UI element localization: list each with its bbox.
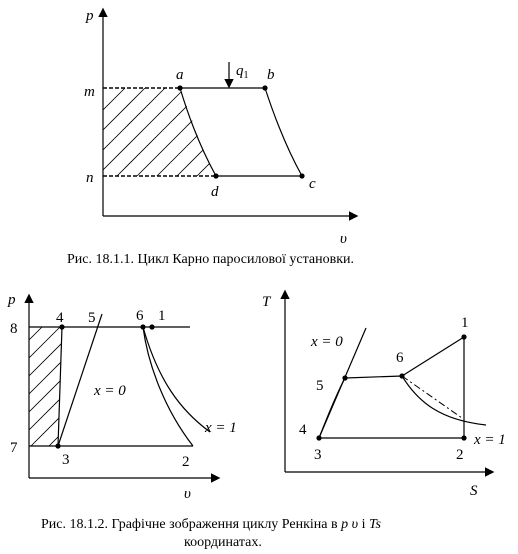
ts-boundary-x1 xyxy=(402,376,486,425)
carnot-pv-diagram xyxy=(84,8,356,247)
ts-point-3 xyxy=(316,435,321,440)
ts-label-3: 3 xyxy=(314,447,322,463)
label-a: a xyxy=(176,67,184,83)
point-c xyxy=(299,173,304,178)
ts-superheat-6-1 xyxy=(402,337,464,376)
pv-label-3: 3 xyxy=(62,452,70,468)
boundary-x1 xyxy=(143,327,210,432)
caption-figure-2: Рис. 18.1.2. Графічне зображення циклу Ренкіна в p υ і Ts xyxy=(41,517,381,532)
label-c: c xyxy=(309,176,316,192)
point-b xyxy=(262,85,267,90)
pv-label-8: 8 xyxy=(10,321,18,337)
rankine-pv-diagram xyxy=(7,292,237,502)
ts-label-x0: x = 0 xyxy=(311,334,343,350)
s-axis-label: S xyxy=(470,483,478,499)
pv-label-4: 4 xyxy=(56,310,64,326)
ts-label-2: 2 xyxy=(456,447,464,463)
heat-label: $q_1$ xyxy=(236,63,249,81)
pv-label-x1: x = 1 xyxy=(205,420,237,436)
pv-label-6: 6 xyxy=(136,308,144,324)
ts-point-6 xyxy=(399,373,404,378)
ts-point-5 xyxy=(342,375,347,380)
ts-label-4: 4 xyxy=(299,422,307,438)
curve-da xyxy=(180,88,216,176)
pv-label-5: 5 xyxy=(88,310,96,326)
ts-dashdot-line xyxy=(402,376,462,418)
label-n: n xyxy=(86,170,94,186)
pv-point-1 xyxy=(149,324,154,329)
t-axis-label: T xyxy=(262,294,271,310)
caption-figure-2-line2: координатах. xyxy=(184,535,262,550)
p-axis-label: p xyxy=(86,8,94,24)
ts-label-5: 5 xyxy=(316,378,324,394)
pv-point-6 xyxy=(140,324,145,329)
v-axis-label: υ xyxy=(340,231,347,247)
label-d: d xyxy=(211,184,219,200)
adiabat-bc xyxy=(265,88,302,176)
pv-label-2: 2 xyxy=(182,454,190,470)
pv-label-x0: x = 0 xyxy=(94,383,126,399)
ts-point-2 xyxy=(461,435,466,440)
pv-label-1: 1 xyxy=(158,308,166,324)
ts-point-1 xyxy=(461,334,466,339)
caption-figure-1: Рис. 18.1.1. Цикл Карно паросилової установки. xyxy=(67,252,355,267)
ts-evaporation-5-6 xyxy=(345,376,402,378)
rankine-ts-diagram xyxy=(262,292,506,499)
ts-label-1: 1 xyxy=(461,315,469,331)
pv-point-3 xyxy=(55,443,60,448)
work-area-hatch xyxy=(103,88,285,183)
ts-label-x1: x = 1 xyxy=(474,432,506,448)
point-d xyxy=(213,173,218,178)
label-m: m xyxy=(84,84,95,100)
point-a xyxy=(177,85,182,90)
label-b: b xyxy=(267,67,275,83)
v-axis-label-2: υ xyxy=(184,486,191,502)
boundary-x0 xyxy=(58,314,102,446)
p-axis-label-2: p xyxy=(8,292,16,308)
ts-label-6: 6 xyxy=(396,350,404,366)
pv-label-7: 7 xyxy=(10,440,18,456)
